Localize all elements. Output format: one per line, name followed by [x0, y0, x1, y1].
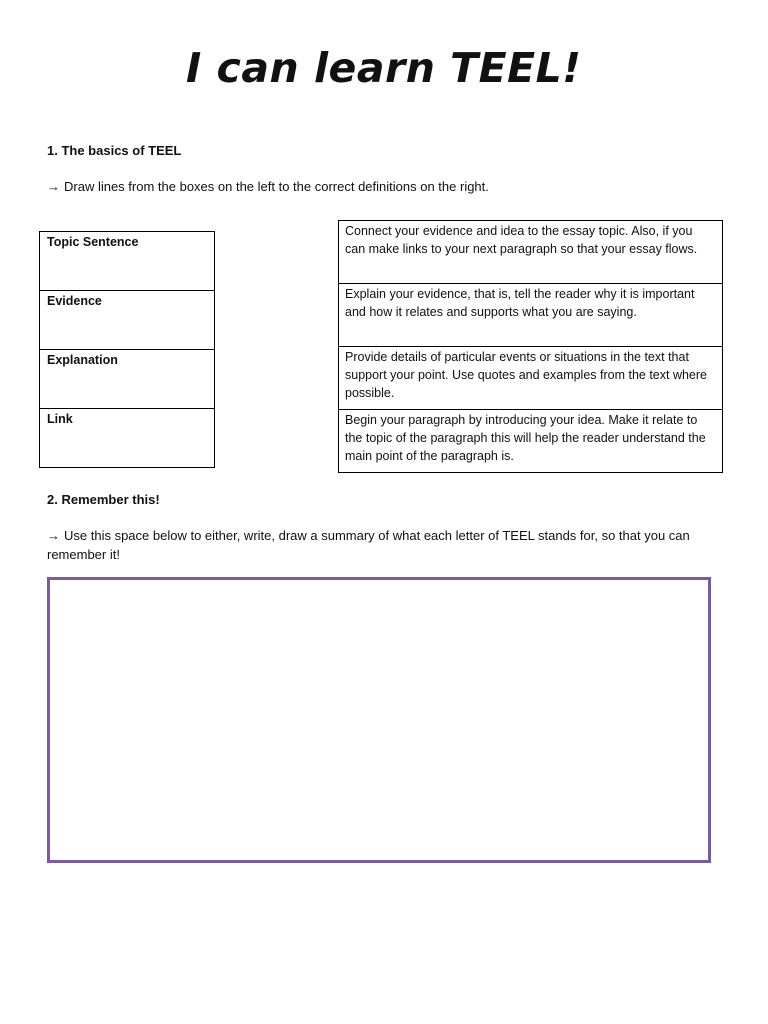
section-1-instruction: [47, 177, 737, 196]
definition-3[interactable]: Provide details of particular events or situations in the text that support your point. Use quotes and examples from the text where possible.: [339, 347, 723, 410]
term-explanation[interactable]: Explanation: [40, 350, 215, 409]
terms-table: [39, 231, 215, 468]
section-2-instruction: [47, 526, 717, 564]
definition-2[interactable]: Explain your evidence, that is, tell the reader why it is important and how it relates and supports what you are saying.: [339, 284, 723, 347]
section-2-heading: 2. Remember this!: [47, 492, 160, 507]
page-title: I can learn TEEL!: [186, 44, 582, 92]
term-evidence[interactable]: Evidence: [40, 291, 215, 350]
section-1-heading: 1. The basics of TEEL: [47, 143, 182, 158]
definition-1[interactable]: Connect your evidence and idea to the essay topic. Also, if you can make links to your next paragraph so that your essay flows.: [339, 221, 723, 284]
term-link[interactable]: Link: [40, 409, 215, 468]
section-1-instruction-text: Draw lines from the boxes on the left to the correct definitions on the right.: [64, 179, 489, 194]
arrow-right-icon: →: [47, 179, 60, 194]
section-2-instruction-text: Use this space below to either, write, draw a summary of what each letter of TEEL stands for, so that you can remember it!: [47, 528, 690, 562]
summary-answer-box[interactable]: [47, 577, 711, 863]
term-topic-sentence[interactable]: Topic Sentence: [40, 232, 215, 291]
definition-4[interactable]: Begin your paragraph by introducing your idea. Make it relate to the topic of the paragraph this will help the reader understand the main point of the paragraph is.: [339, 410, 723, 473]
arrow-right-icon: →: [47, 528, 60, 543]
definitions-table: [338, 220, 723, 473]
